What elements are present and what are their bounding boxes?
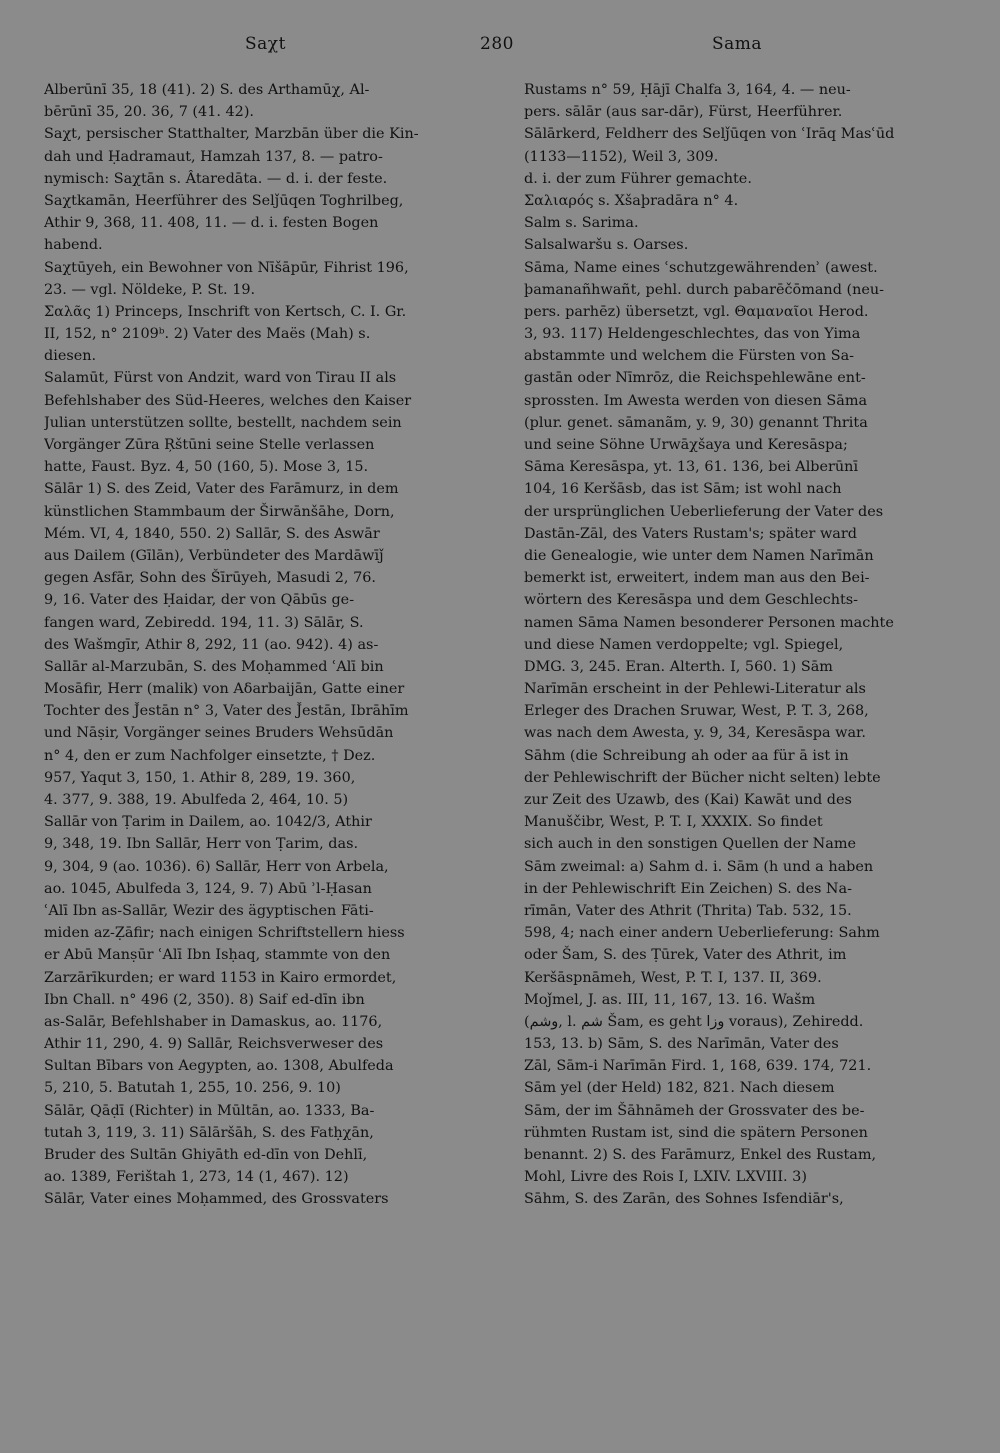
left-column	[44, 79, 478, 1211]
text-line: 4. 377, 9. 388, 19. Abulfeda 2, 464, 10. 5)	[44, 792, 349, 808]
text-line: Sāhm, S. des Zarān, des Sohnes Isfendiār's,	[524, 1191, 844, 1208]
text-line: (plur. genet. sāmanãm, y. 9, 30) genannt Thrita	[524, 414, 868, 431]
text-line: Salm s. Sarima.	[524, 215, 639, 232]
text-line: miden az-Ẓāfir; nach einigen Schriftstellern hiess	[44, 925, 405, 942]
text-line: Sallār al-Marzubān, S. des Moḥammed ʿAlī bin	[44, 658, 384, 675]
text-line: (وشم, l. شم Šam, es geht وزا voraus), Zehiredd.	[524, 1013, 864, 1030]
text-line: pers. sālār (aus sar-dār), Fürst, Heerführer.	[524, 104, 843, 121]
text-line: der ursprünglichen Ueberlieferung der Vater des	[524, 503, 884, 520]
text-line: Sallār von Ṭarim in Dailem, ao. 1042/3, Athir	[44, 814, 372, 831]
text-line: Sāhm (die Schreibung ah oder aa für ā ist in	[524, 747, 849, 764]
text-line: Alberūnī 35, 18 (41). 2) S. des Arthamūχ, Al-	[44, 82, 370, 98]
text-line: der Pehlewischrift der Bücher nicht selten) lebte	[524, 769, 881, 786]
text-line: as-Salār, Befehlshaber in Damaskus, ao. 1176,	[44, 1013, 383, 1030]
text-line: fangen ward, Zebiredd. 194, 11. 3) Sālār, S.	[44, 614, 364, 631]
text-line: bērūnī 35, 20. 36, 7 (41. 42).	[44, 104, 255, 121]
text-line: namen Sāma Namen besonderer Personen machte	[524, 614, 894, 631]
text-line: hatte, Faust. Byz. 4, 50 (160, 5). Mose 3, 15.	[44, 459, 369, 476]
text-line: Saχtūyeh, ein Bewohner von Nīšāpūr, Fihrist 196,	[44, 259, 409, 276]
text-line: ao. 1045, Abulfeda 3, 124, 9. 7) Abū ʾl-Ḥasan	[44, 880, 372, 897]
text-line: aus Dailem (Gīlān), Verbündeter des Mardāwīǰ	[44, 547, 384, 564]
text-line: Athir 9, 368, 11. 408, 11. — d. i. festen Bogen	[44, 215, 379, 232]
text-line: Ibn Chall. n° 496 (2, 350). 8) Saif ed-dīn ibn	[44, 991, 365, 1008]
text-line: künstlichen Stammbaum der Širwānšāhe, Dorn,	[44, 503, 395, 520]
text-line: II, 152, n° 2109ᵇ. 2) Vater des Maës (Mah) s.	[44, 326, 371, 343]
text-line: Rustams n° 59, Ḥājī Chalfa 3, 164, 4. — neu-	[524, 82, 851, 98]
text-line: Sām yel (der Held) 182, 821. Nach diesem	[524, 1080, 835, 1097]
text-line: 23. — vgl. Nöldeke, P. St. 19.	[44, 281, 256, 298]
text-line: Vorgänger Zūra Ŗštūni seine Stelle verlassen	[44, 437, 375, 453]
text-line: Befehlshaber des Süd-Heeres, welches den Kaiser	[44, 392, 412, 409]
text-line: Saχtkamān, Heerführer des Selǰūqen Toghrilbeg,	[44, 192, 404, 209]
text-line: Σαλᾶς 1) Princeps, Inschrift von Kertsch, C. I. Gr.	[44, 303, 407, 320]
text-line: ʿAlī Ibn as-Sallār, Wezir des ägyptischen Fāti-	[44, 902, 374, 919]
text-line: ao. 1389, Ferištah 1, 273, 14 (1, 467). 12)	[44, 1169, 349, 1186]
text-line: Erleger des Drachen Sruwar, West, P. T. 3, 268,	[524, 703, 869, 720]
text-line: Mém. VI, 4, 1840, 550. 2) Sallār, S. des Aswār	[44, 525, 380, 542]
text-line: in der Pehlewischrift Ein Zeichen) S. des Na-	[524, 880, 852, 897]
text-line: gastān oder Nīmrōz, die Reichspehlewāne ent-	[524, 370, 866, 387]
text-line: Julian unterstützen sollte, bestellt, nachdem sein	[44, 414, 402, 431]
text-line: Salsalwaršu s. Oarses.	[524, 237, 689, 254]
text-line: Narīmān erscheint in der Pehlewi-Literatur als	[524, 681, 866, 698]
text-line: þamanañhwañt, pehl. durch pabarēčōmand (neu-	[524, 281, 885, 298]
text-line: dah und Ḥadramaut, Hamzah 137, 8. — patro-	[44, 148, 383, 165]
text-line: rīmān, Vater des Athrit (Thrita) Tab. 532, 15.	[524, 902, 852, 919]
page-header	[40, 34, 960, 64]
text-line: 5, 210, 5. Batutah 1, 255, 10. 256, 9. 10)	[44, 1080, 341, 1097]
text-line: 9, 304, 9 (ao. 1036). 6) Sallār, Herr von Arbela,	[44, 858, 389, 875]
text-line: habend.	[44, 237, 103, 254]
text-line: tutah 3, 119, 3. 11) Sālāršāh, S. des Fatḥχān,	[44, 1124, 374, 1141]
text-line: was nach dem Awesta, y. 9, 34, Keresāspa war.	[524, 725, 866, 742]
text-line: Salamūt, Fürst von Andzit, ward von Tirau II als	[44, 370, 397, 387]
text-line: 9, 16. Vater des Ḥaidar, der von Qābūs ge-	[44, 592, 355, 609]
text-line: Sālārkerd, Feldherr des Selǰūqen von ʿIrāq Masʿūd	[524, 126, 895, 143]
text-line: Keršāspnāmeh, West, P. T. I, 137. II, 369.	[524, 969, 822, 986]
text-line: Sāma Keresāspa, yt. 13, 61. 136, bei Alberūnī	[524, 459, 859, 476]
text-line: er Abū Manṣūr ʿAlī Ibn Isḥaq, stammte von den	[44, 947, 391, 964]
text-line: (1133—1152), Weil 3, 309.	[524, 148, 719, 165]
text-line: Sām, der im Šāhnāmeh der Grossvater des be-	[524, 1102, 865, 1119]
text-line: Dastān-Zāl, des Vaters Rustam's; später ward	[524, 525, 857, 542]
text-line: 9, 348, 19. Ibn Sallār, Herr von Ṭarim, das.	[44, 836, 359, 853]
text-line: abstammte und welchem die Fürsten von Sa-	[524, 348, 855, 365]
text-line: Manuščibr, West, P. T. I, XXXIX. So findet	[524, 814, 823, 831]
text-line: sprossten. Im Awesta werden von diesen Sāma	[524, 392, 868, 409]
text-line: des Wašmgīr, Athir 8, 292, 11 (ao. 942). 4) as-	[44, 636, 379, 653]
text-line: Σαλιαρός s. Xšaþradāra n° 4.	[524, 192, 739, 209]
text-line: Mohl, Livre des Rois I, LXIV. LXVIII. 3)	[524, 1169, 807, 1186]
text-line: Mosāfir, Herr (malik) von Aδarbaijān, Gatte einer	[44, 681, 405, 698]
text-line: 3, 93. 117) Heldengeschlechtes, das von Yima	[524, 326, 861, 343]
text-line: zur Zeit des Uzawb, des (Kai) Kawāt und des	[524, 792, 852, 808]
text-line: d. i. der zum Führer gemachte.	[524, 170, 752, 187]
text-line: sich auch in den sonstigen Quellen der Name	[524, 836, 856, 853]
text-line: Zarzārīkurden; er ward 1153 in Kairo ermordet,	[44, 969, 397, 986]
text-line: Athir 11, 290, 4. 9) Sallār, Reichsverweser des	[44, 1036, 384, 1053]
text-line: Tochter des J̌estān n° 3, Vater des J̌estān, Ibrāhīm	[44, 703, 409, 720]
text-line: Sāma, Name eines ʿschutzgewährendenʾ (awest.	[524, 259, 878, 276]
text-line: DMG. 3, 245. Eran. Alterth. I, 560. 1) Sām	[524, 658, 833, 675]
text-line: benannt. 2) S. des Farāmurz, Enkel des Rustam,	[524, 1147, 877, 1163]
text-line: pers. parhēz) übersetzt, vgl. Θαμαναῖοι Herod.	[524, 303, 869, 320]
text-line: 957, Yaqut 3, 150, 1. Athir 8, 289, 19. 360,	[44, 769, 356, 786]
text-line: 153, 13. b) Sām, S. des Narīmān, Vater des	[524, 1036, 839, 1053]
text-line: wörtern des Keresāspa und dem Geschlechts-	[524, 592, 859, 609]
text-line: Zāl, Sām-i Narīmān Fird. 1, 168, 639. 174, 721.	[524, 1058, 872, 1075]
text-line: Saχt, persischer Statthalter, Marzbān über die Kin-	[44, 126, 419, 143]
text-line: Sālār, Qāḍī (Richter) in Mūltān, ao. 1333, Ba-	[44, 1102, 375, 1119]
text-line: Sālār, Vater eines Moḥammed, des Grossvaters	[44, 1191, 389, 1208]
column-divider	[500, 80, 501, 1320]
page-number: 280	[480, 34, 514, 54]
text-line: Moǰmel, J. as. III, 11, 167, 13. 16. Wašm	[524, 991, 816, 1008]
text-line: Sām zweimal: a) Sahm d. i. Sām (h und a haben	[524, 858, 874, 875]
text-line: Bruder des Sultān Ghiyāth ed-dīn von Dehlī,	[44, 1147, 368, 1163]
right-column	[524, 79, 962, 1211]
text-line: diesen.	[44, 348, 97, 365]
text-line: n° 4, den er zum Nachfolger einsetzte, † Dez.	[44, 747, 376, 764]
text-line: gegen Asfār, Sohn des Šīrūyeh, Masudi 2, 76.	[44, 570, 376, 587]
text-line: und diese Namen verdoppelte; vgl. Spiegel,	[524, 636, 844, 653]
text-line: Sultan Bībars von Aegypten, ao. 1308, Abulfeda	[44, 1058, 394, 1075]
text-line: Sālār 1) S. des Zeid, Vater des Farāmurz, in dem	[44, 481, 399, 498]
text-line: 598, 4; nach einer andern Ueberlieferung: Sahm	[524, 925, 880, 942]
text-line: oder Šam, S. des Ṭūrek, Vater des Athrit, im	[524, 947, 847, 964]
text-line: und Nāṣir, Vorgänger seines Bruders Wehsūdān	[44, 725, 394, 742]
text-line: die Genealogie, wie unter dem Namen Narīmān	[524, 547, 874, 564]
running-head-right: Sama	[712, 34, 763, 54]
text-line: 104, 16 Keršāsb, das ist Sām; ist wohl nach	[524, 481, 842, 498]
text-line: und seine Söhne Urwāχšaya und Keresāspa;	[524, 437, 848, 453]
text-line: rühmten Rustam ist, sind die spätern Personen	[524, 1124, 868, 1141]
text-line: nymisch: Saχtān s. Âtaredāta. — d. i. der feste.	[44, 170, 388, 187]
text-line: bemerkt ist, erweitert, indem man aus den Bei-	[524, 570, 870, 587]
running-head-left: Saχt	[245, 34, 286, 54]
